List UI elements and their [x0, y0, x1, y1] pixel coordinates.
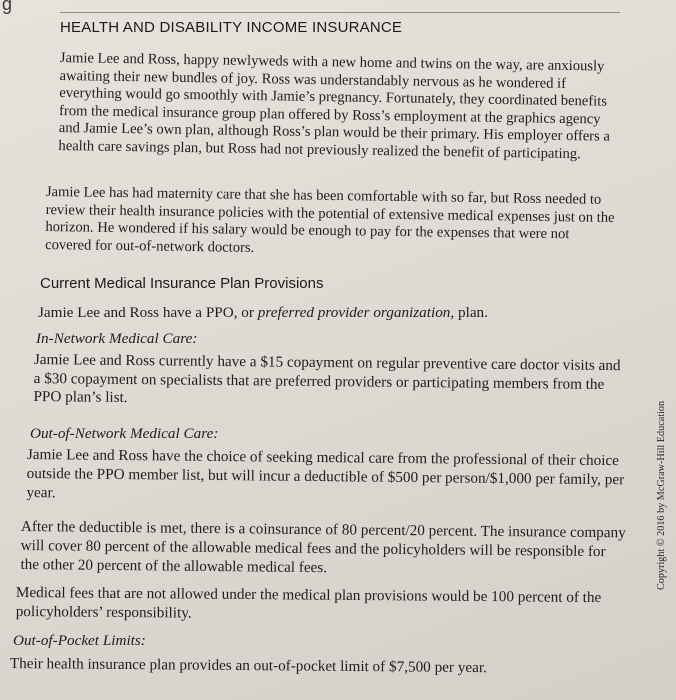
ppo-sentence	[38, 304, 488, 322]
intro-paragraph-1: Jamie Lee and Ross, happy newlyweds with a new home and twins on the way, are anxiously awaiting their new bundles of joy. Ross was understandably nervous as he wondered if everything would go smoothly with Jamie’s pregnancy. Fortunately, they coordinated benefits from the medical insurance group plan offered by Ross’s employment at the graphics agency and Jamie Lee’s own plan, although Ross’s plan would be their primary. His employer offers a health care savings plan, but Ross had not previously realized the benefit of participating.	[58, 50, 611, 163]
ppo-suffix: plan.	[454, 304, 488, 321]
in-network-text: Jamie Lee and Ross currently have a $15 copayment on regular preventive care doctor visits and a $30 copayment on specialists that are preferred providers or participating members from the PPO plan’s list.	[33, 351, 621, 406]
out-of-network-text: Jamie Lee and Ross have the choice of seeking medical care from the professional of their choice outside the PPO member list, but will incur a deductible of $500 per person/$1,000 per family, per year.	[26, 445, 625, 502]
out-of-network-label: Out-of-Network Medical Care:	[30, 425, 219, 442]
copyright-notice: Copyright © 2016 by McGraw-Hill Education	[656, 400, 667, 590]
ppo-term: preferred provider organization,	[257, 304, 455, 321]
out-of-pocket-label: Out-of-Pocket Limits:	[13, 632, 146, 649]
header-rule	[60, 12, 620, 13]
provisions-heading: Current Medical Insurance Plan Provisions	[40, 275, 324, 292]
coinsurance-text: After the deductible is met, there is a coinsurance of 80 percent/20 percent. The insurance company will cover 80 percent of the allowable medical fees and the policyholders will be responsible for the other 20 percent of the allowable medical fees.	[20, 517, 626, 577]
in-network-label: In-Network Medical Care:	[36, 330, 198, 347]
not-allowed-fees-text: Medical fees that are not allowed under the medical plan provisions would be 100 percent of the policyholders’ responsibility.	[15, 583, 602, 622]
ppo-prefix: Jamie Lee and Ross have a PPO, or	[38, 304, 258, 321]
intro-paragraph-2: Jamie Lee has had maternity care that she has been comfortable with so far, but Ross needed to review their health insurance policies with the potential of extensive medical expenses just on the horizon. He wondered if his salary would be enough to pay for the expenses that were not covered for out-of-network doctors.	[45, 184, 615, 256]
out-of-pocket-text: Their health insurance plan provides an out-of-pocket limit of $7,500 per year.	[9, 654, 487, 677]
page-corner-mark: g	[2, 0, 13, 14]
section-title: HEALTH AND DISABILITY INCOME INSURANCE	[60, 19, 403, 36]
